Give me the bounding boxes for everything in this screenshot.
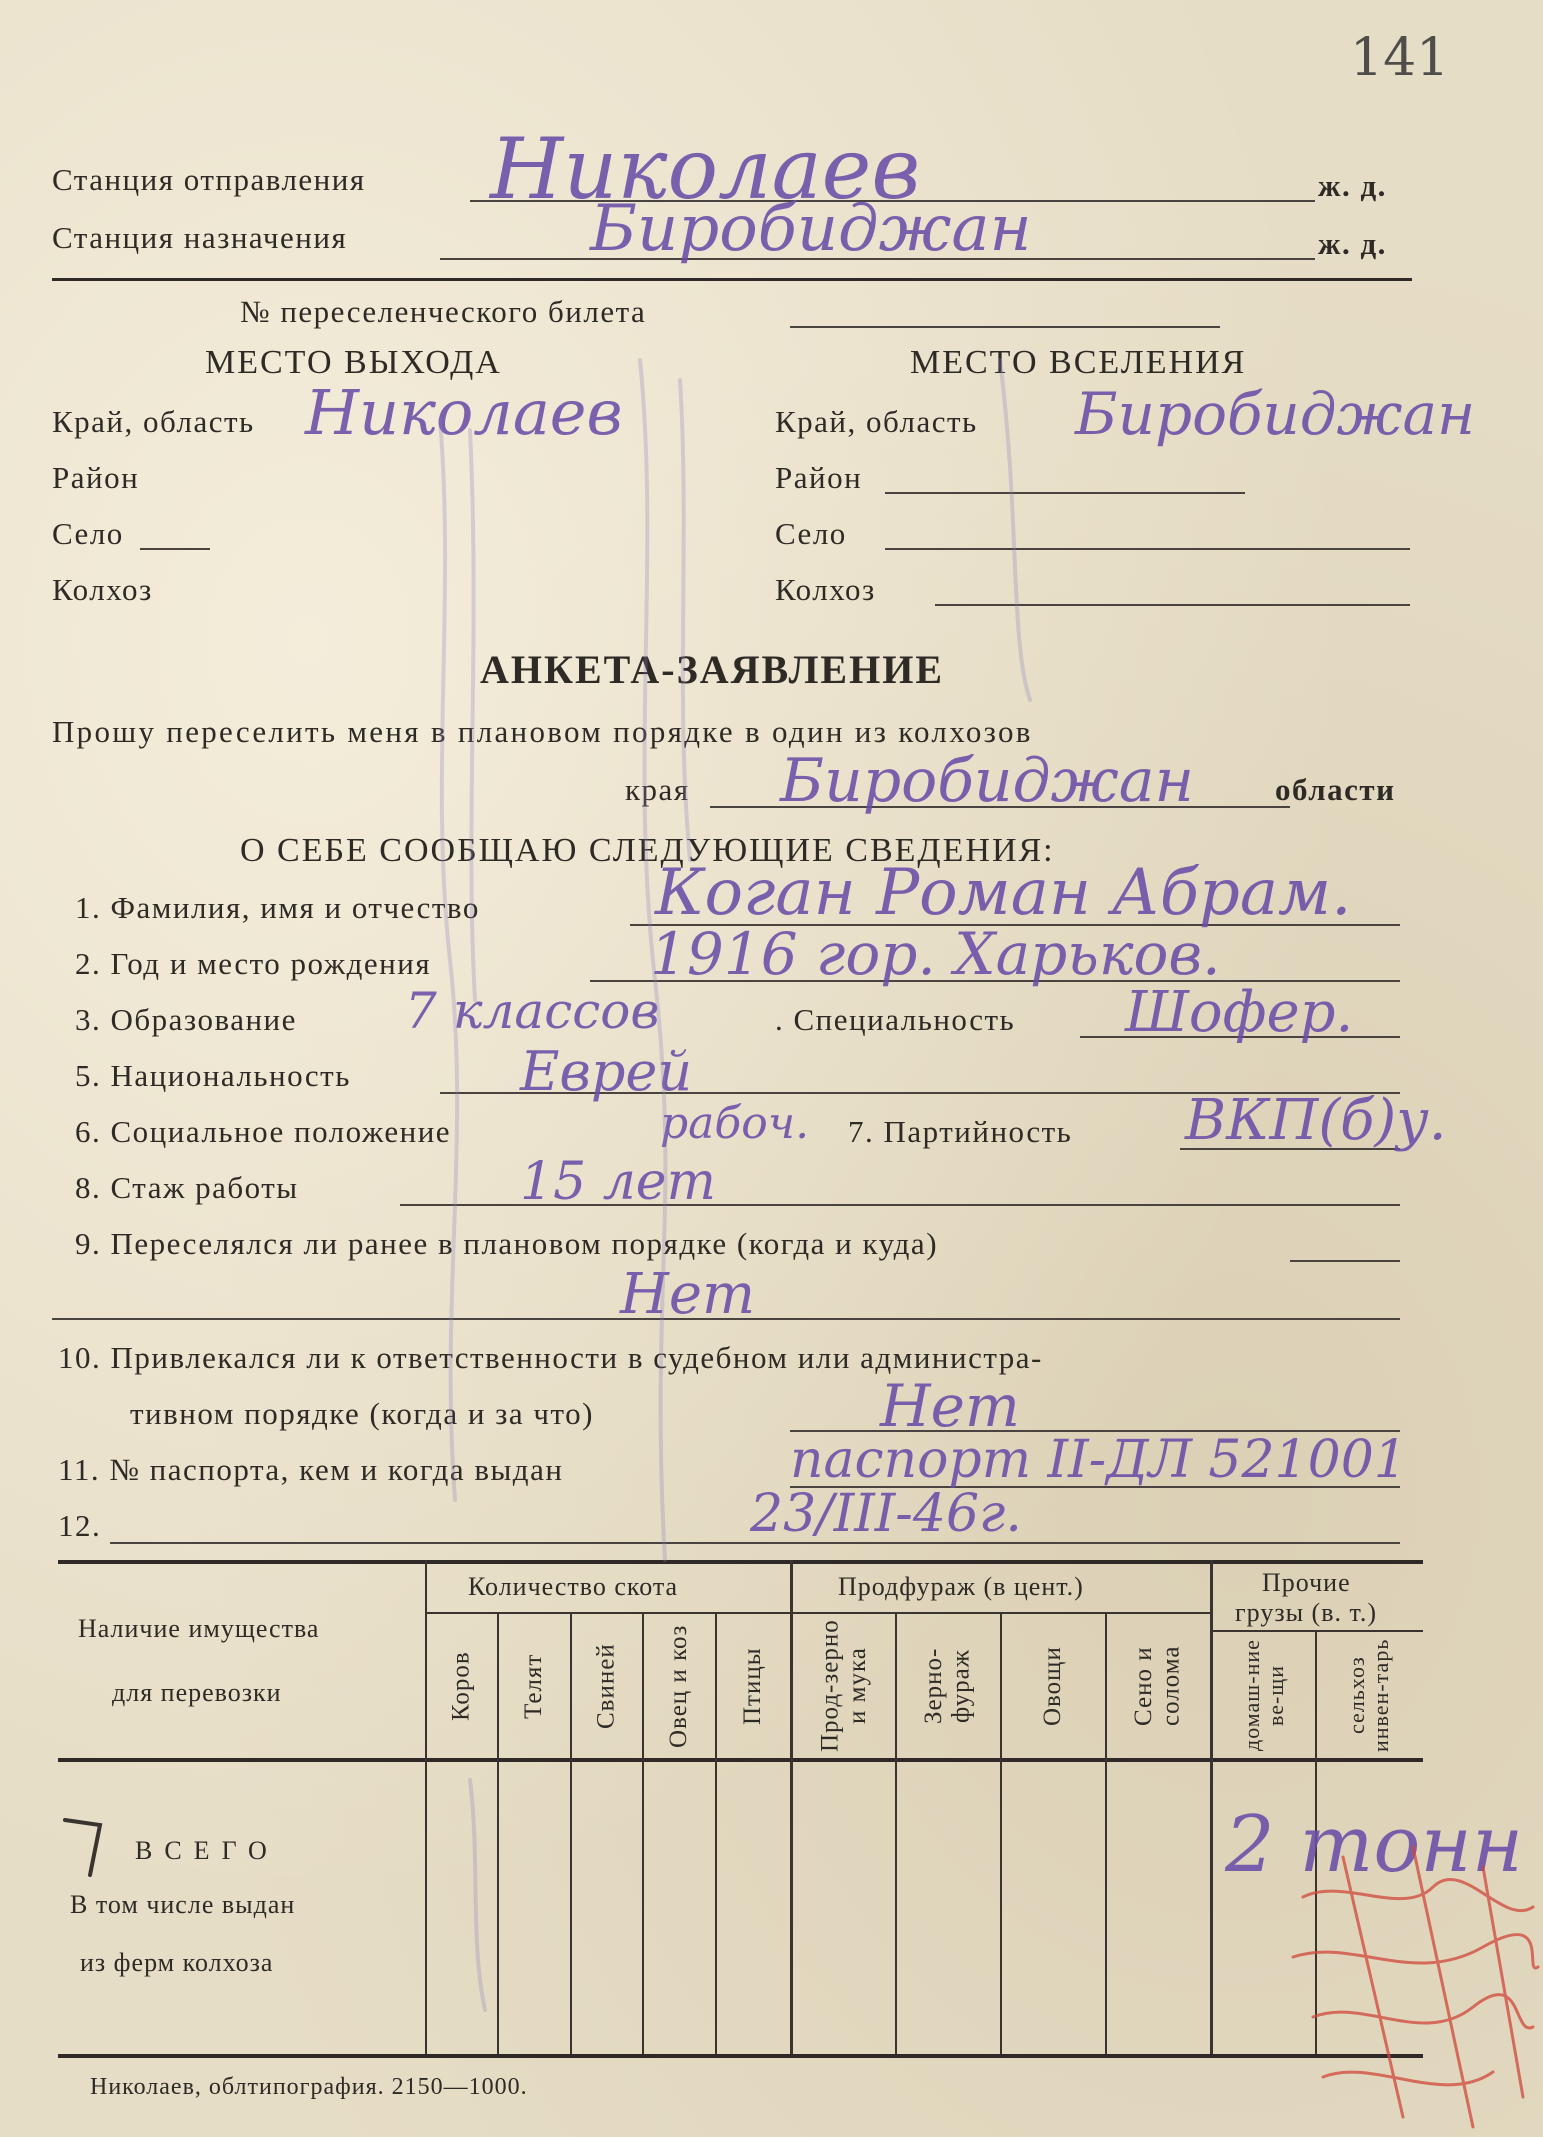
field-11-label: 11. № паспорта, кем и когда выдан [58,1452,564,1487]
request-line: Прошу переселить меня в плановом порядке в один из колхозов [52,714,1033,749]
ticket-label: № переселенческого билета [240,294,647,329]
field-12-value: 23/III-46г. [750,1484,1022,1544]
including-label-2: из ферм колхоза [80,1948,274,1977]
request-krai-label: края [625,772,690,807]
column-header: Зерно-фураж [920,1647,975,1725]
field-7-label: 7. Партийность [848,1114,1073,1149]
field-10-value: Нет [880,1372,1020,1440]
field-6-value: рабоч. [660,1098,810,1149]
including-label-1: В том числе выдан [70,1890,296,1919]
field-1-label: 1. Фамилия, имя и отчество [75,890,480,925]
dest-region-label: Край, область [775,404,978,439]
red-pencil-marks [1283,1837,1543,2137]
other-header-2: грузы (в. т.) [1235,1598,1378,1627]
column-header: Свиней [592,1643,620,1729]
field-2-value: 1916 гор. Харьков. [650,920,1221,988]
field-3-label: 3. Образование [75,1002,297,1037]
column-header: сельхоз инвен-тарь [1343,1638,1393,1752]
field-6-label: 6. Социальное положение [75,1114,452,1149]
departure-suffix: ж. д. [1318,168,1387,203]
origin-village-label: Село [52,516,124,551]
field-12-label: 12. [58,1508,102,1543]
page-number: 141 [1350,28,1450,88]
column-header: Овощи [1038,1646,1066,1726]
origin-kolkhoz-label: Колхоз [52,572,153,607]
household-total-value: 2 тонн [1225,1800,1524,1890]
other-header-1: Прочие [1262,1568,1351,1597]
dest-village-label: Село [775,516,847,551]
origin-region-label: Край, область [52,404,255,439]
column-header: Птицы [738,1647,766,1725]
field-11-value: паспорт II-ДЛ 521001 [790,1430,1407,1490]
column-header: домаш-ние ве-щи [1238,1639,1288,1751]
dest-district-label: Район [775,460,863,495]
column-header: Овец и коз [664,1624,692,1748]
field-3-value: 7 классов [405,982,660,1040]
field-7-value: ВКП(б)у. [1185,1088,1447,1153]
request-oblast-label: области [1275,772,1396,807]
request-krai-value: Биробиджан [780,746,1195,816]
property-label-1: Наличие имущества [78,1614,320,1643]
field-1-value: Коган Роман Абрам. [655,856,1352,930]
column-header: Коров [447,1651,475,1721]
destination-value: Биробиджан [590,192,1032,266]
field-5-value: Еврей [520,1040,693,1103]
origin-title: МЕСТО ВЫХОДА [205,344,502,381]
field-3-spec-label: . Специальность [775,1002,1016,1037]
dest-region-value: Биробиджан [1075,380,1476,448]
field-9-value: Нет [620,1262,756,1327]
field-10-label-2: тивном порядке (когда и за что) [130,1396,594,1431]
printer-imprint: Николаев, облтипография. 2150—1000. [90,2074,528,2100]
column-header: Прод-зерно и мука [816,1619,871,1753]
field-8-label: 8. Стаж работы [75,1170,299,1205]
origin-district-label: Район [52,460,140,495]
field-9-label: 9. Переселялся ли ранее в плановом порядке (когда и куда) [75,1226,939,1261]
total-label: ВСЕГО [135,1836,279,1865]
field-10-label-1: 10. Привлекался ли к ответственности в судебном или администра- [58,1340,1043,1375]
livestock-header: Количество скота [468,1572,679,1601]
departure-label: Станция отправления [52,162,366,197]
destination-suffix: ж. д. [1318,226,1387,261]
column-header: Сено и солома [1130,1645,1185,1727]
departure-value: Николаев [490,120,921,218]
dest-kolkhoz-label: Колхоз [775,572,876,607]
destination-label: Станция назначения [52,220,348,255]
pencil-tick-marks [60,1800,180,1890]
origin-region-value: Николаев [305,376,623,449]
property-label-2: для перевозки [112,1678,282,1707]
field-2-label: 2. Год и место рождения [75,946,432,981]
field-3-spec-value: Шофер. [1125,980,1354,1045]
info-title: О СЕБЕ СООБЩАЮ СЛЕДУЮЩИЕ СВЕДЕНИЯ: [240,832,1055,869]
fodder-header: Продфураж (в цент.) [838,1572,1084,1601]
field-5-label: 5. Национальность [75,1058,351,1093]
destination-title: МЕСТО ВСЕЛЕНИЯ [910,344,1247,381]
column-header: Телят [519,1653,547,1719]
form-title: АНКЕТА-ЗАЯВЛЕНИЕ [480,647,945,692]
field-8-value: 15 лет [520,1152,716,1212]
